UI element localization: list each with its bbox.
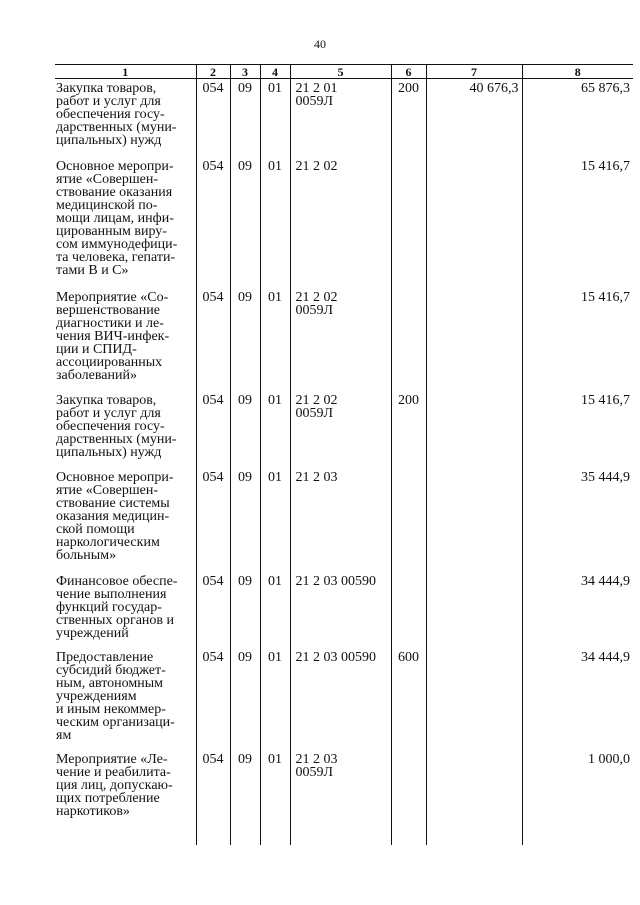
- row-col7: [426, 288, 522, 391]
- row-section: 09: [230, 468, 260, 572]
- row-col7: [426, 468, 522, 572]
- header-col-8: 8: [522, 65, 633, 79]
- row-subsection: 01: [260, 648, 290, 750]
- row-name: Основное меропри- ятие «Совершен- ствование системы оказания медицин- ской помощи наркологическим больным»: [55, 468, 196, 572]
- table-row: [55, 288, 633, 391]
- row-subsection: 01: [260, 468, 290, 572]
- header-col-3: 3: [230, 65, 260, 79]
- row-target-article: 21 2 01 0059Л: [290, 79, 391, 157]
- row-name: Основное меропри- ятие «Совершен- ствование оказания медицинской по- мощи лицам, инфи- цированным виру- сом иммунодефици- та человека, гепати- тами В и С»: [55, 157, 196, 288]
- row-target-article: 21 2 02 0059Л: [290, 288, 391, 391]
- table-header-row: [55, 65, 633, 79]
- row-expense-type: [391, 572, 426, 648]
- row-target-article: 21 2 03 0059Л: [290, 750, 391, 845]
- row-name: Финансовое обеспе- чение выполнения функций государ- ственных органов и учреждений: [55, 572, 196, 648]
- row-ministry: 054: [196, 572, 230, 648]
- row-section: 09: [230, 79, 260, 157]
- row-ministry: 054: [196, 79, 230, 157]
- row-subsection: 01: [260, 572, 290, 648]
- row-target-article: 21 2 02: [290, 157, 391, 288]
- row-col8: 1 000,0: [522, 750, 633, 845]
- row-expense-type: 200: [391, 391, 426, 468]
- row-expense-type: [391, 468, 426, 572]
- row-expense-type: [391, 288, 426, 391]
- row-expense-type: [391, 157, 426, 288]
- page-number: 40: [314, 37, 326, 51]
- row-subsection: 01: [260, 288, 290, 391]
- row-subsection: 01: [260, 750, 290, 845]
- header-col-7: 7: [426, 65, 522, 79]
- header-col-1: 1: [55, 65, 196, 79]
- table-row: [55, 157, 633, 288]
- table-row: [55, 391, 633, 468]
- row-section: 09: [230, 750, 260, 845]
- row-name: Мероприятие «Ле- чение и реабилита- ция лиц, допускаю- щих потребление наркотиков»: [55, 750, 196, 845]
- row-section: 09: [230, 648, 260, 750]
- row-subsection: 01: [260, 157, 290, 288]
- row-name: Закупка товаров, работ и услуг для обеспечения госу- дарственных (муни- ципальных) нужд: [55, 79, 196, 157]
- row-expense-type: [391, 750, 426, 845]
- row-ministry: 054: [196, 468, 230, 572]
- row-col8: 35 444,9: [522, 468, 633, 572]
- table-row: [55, 468, 633, 572]
- row-expense-type: 200: [391, 79, 426, 157]
- header-col-2: 2: [196, 65, 230, 79]
- row-target-article: 21 2 03: [290, 468, 391, 572]
- row-subsection: 01: [260, 391, 290, 468]
- row-name: Мероприятие «Со- вершенствование диагностики и ле- чения ВИЧ-инфек- ции и СПИД- ассоциированных заболеваний»: [55, 288, 196, 391]
- row-target-article: 21 2 03 00590: [290, 572, 391, 648]
- row-col7: [426, 750, 522, 845]
- row-col7: [426, 157, 522, 288]
- row-col7: [426, 648, 522, 750]
- budget-table: [55, 64, 633, 845]
- row-name: Закупка товаров, работ и услуг для обеспечения госу- дарственных (муни- ципальных) нужд: [55, 391, 196, 468]
- row-expense-type: 600: [391, 648, 426, 750]
- row-col8: 34 444,9: [522, 648, 633, 750]
- header-col-6: 6: [391, 65, 426, 79]
- row-target-article: 21 2 02 0059Л: [290, 391, 391, 468]
- header-col-4: 4: [260, 65, 290, 79]
- row-ministry: 054: [196, 391, 230, 468]
- row-ministry: 054: [196, 750, 230, 845]
- row-col8: 34 444,9: [522, 572, 633, 648]
- row-ministry: 054: [196, 157, 230, 288]
- row-target-article: 21 2 03 00590: [290, 648, 391, 750]
- table-row: [55, 79, 633, 157]
- row-col8: 15 416,7: [522, 157, 633, 288]
- table-row: [55, 750, 633, 845]
- row-col7: [426, 572, 522, 648]
- row-ministry: 054: [196, 288, 230, 391]
- table-row: [55, 572, 633, 648]
- row-name: Предоставление субсидий бюджет- ным, автономным учреждениям и иным некоммер- ческим организаци- ям: [55, 648, 196, 750]
- row-section: 09: [230, 391, 260, 468]
- table-row: [55, 648, 633, 750]
- row-col8: 15 416,7: [522, 288, 633, 391]
- row-col7: 40 676,3: [426, 79, 522, 157]
- header-col-5: 5: [290, 65, 391, 79]
- row-col8: 65 876,3: [522, 79, 633, 157]
- row-col8: 15 416,7: [522, 391, 633, 468]
- row-ministry: 054: [196, 648, 230, 750]
- row-section: 09: [230, 288, 260, 391]
- row-section: 09: [230, 572, 260, 648]
- row-col7: [426, 391, 522, 468]
- row-subsection: 01: [260, 79, 290, 157]
- row-section: 09: [230, 157, 260, 288]
